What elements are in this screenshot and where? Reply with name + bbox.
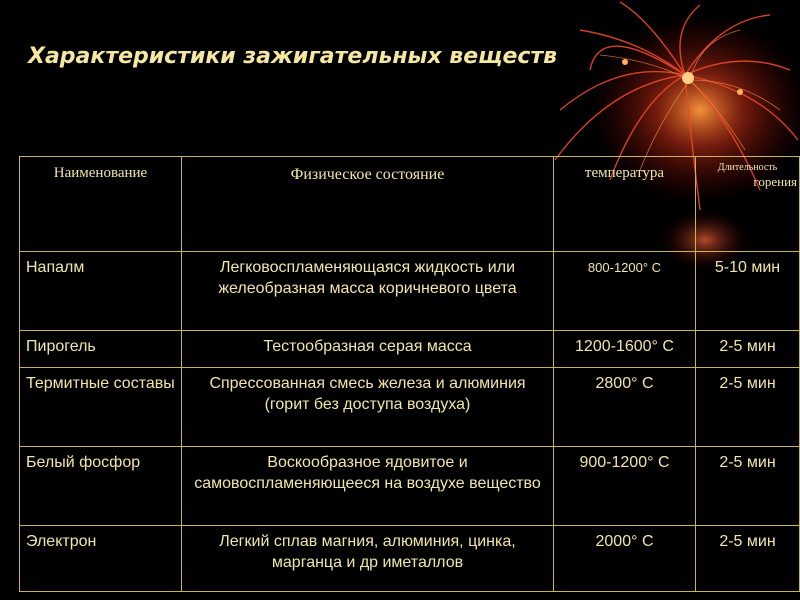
cell-temperature: 800-1200° С	[554, 252, 696, 331]
page-title: Характеристики зажигательных веществ	[28, 44, 558, 69]
table-row	[20, 368, 800, 447]
table-row	[20, 447, 800, 526]
cell-duration: 5-10 мин	[696, 252, 800, 331]
cell-temperature: 2800° С	[554, 368, 696, 447]
header-name: Наименование	[20, 157, 182, 252]
header-state: Физическое состояние	[182, 157, 554, 252]
cell-duration: 2-5 мин	[696, 331, 800, 368]
header-temperature: температура	[554, 157, 696, 252]
cell-name: Термитные составы	[20, 368, 182, 447]
cell-temperature: 1200-1600° С	[554, 331, 696, 368]
table-row	[20, 526, 800, 592]
cell-duration: 2-5 мин	[696, 447, 800, 526]
table-row	[20, 331, 800, 368]
cell-state: Тестообразная серая масса	[182, 331, 554, 368]
cell-duration: 2-5 мин	[696, 526, 800, 592]
cell-state: Воскообразное ядовитое и самовоспламеняющееся на воздухе вещество	[182, 447, 554, 526]
cell-state: Легковоспламеняющаяся жидкость или желеобразная масса коричневого цвета	[182, 252, 554, 331]
header-duration-line2: горения	[753, 174, 797, 189]
cell-state: Легкий сплав магния, алюминия, цинка, марганца и др иметаллов	[182, 526, 554, 592]
header-duration	[696, 157, 800, 252]
cell-temperature: 900-1200° С	[554, 447, 696, 526]
table-header-row	[20, 157, 800, 252]
header-duration-line1: Длительность	[717, 162, 778, 173]
cell-name: Электрон	[20, 526, 182, 592]
cell-duration: 2-5 мин	[696, 368, 800, 447]
properties-table	[19, 156, 800, 592]
cell-temperature: 2000° С	[554, 526, 696, 592]
cell-name: Пирогель	[20, 331, 182, 368]
cell-state: Спрессованная смесь железа и алюминия (горит без доступа воздуха)	[182, 368, 554, 447]
table-row	[20, 252, 800, 331]
cell-name: Напалм	[20, 252, 182, 331]
cell-name: Белый фосфор	[20, 447, 182, 526]
